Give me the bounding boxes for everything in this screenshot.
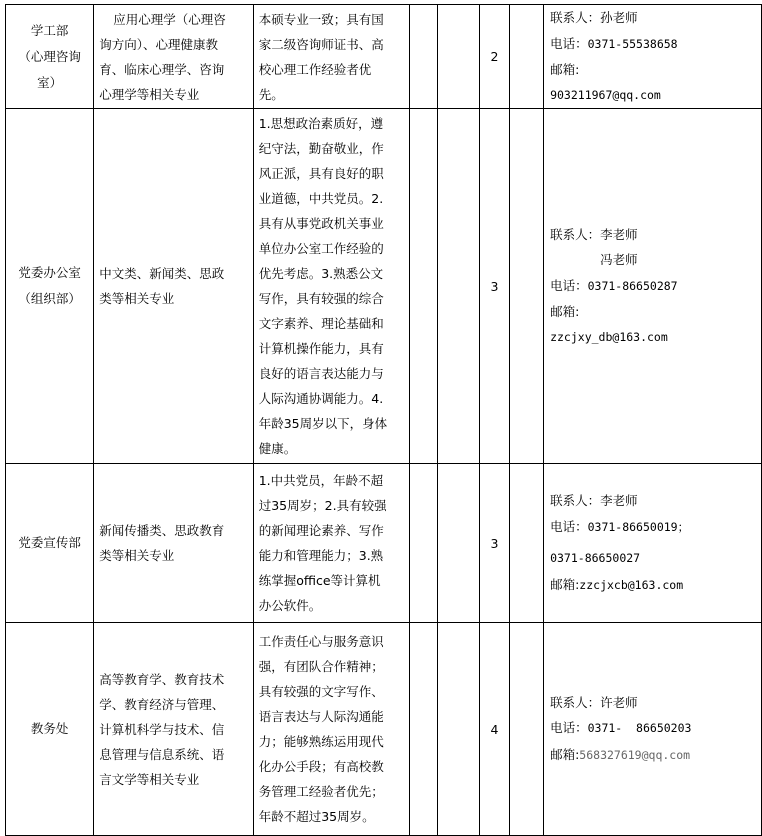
empty-cell [437, 623, 479, 836]
department-line: 室） [37, 74, 63, 90]
contact-person-label: 联系人： [550, 226, 601, 242]
requirements-cell [253, 464, 409, 623]
requirements-line: 先。 [258, 86, 284, 102]
headcount: 3 [490, 278, 499, 294]
requirements-line: 办公软件。 [258, 598, 322, 613]
requirements-line: 风正派，具有良好的职 [258, 166, 384, 181]
requirements-line: 良好的语言表达能力与 [258, 366, 384, 381]
contact-cell [544, 464, 762, 623]
empty-cell [409, 5, 437, 109]
headcount-cell [480, 464, 510, 623]
headcount-cell [480, 109, 510, 464]
requirements-line: 过35周岁；2.具有较强 [258, 498, 387, 513]
contact-person-label: 联系人： [550, 694, 601, 710]
email-label: 邮箱: [550, 576, 580, 592]
table-row [6, 464, 762, 623]
requirements-line: 务管理工经验者优先； [258, 784, 384, 799]
empty-cell [509, 464, 543, 623]
email-address[interactable]: zzcjxy_db@163.com [550, 329, 668, 344]
contact-person: 李老师 [600, 226, 638, 242]
requirements-line: 强，有团队合作精神； [258, 659, 384, 674]
requirements-line: 单位办公室工作经验的 [258, 241, 384, 256]
empty-cell [409, 109, 437, 464]
requirements-line: 人际沟通协调能力。4. [258, 391, 384, 406]
contact-person: 冯老师 [600, 252, 638, 268]
major-cell [94, 5, 254, 109]
empty-cell [437, 109, 479, 464]
requirements-line: 语言表达与人际沟通能 [258, 709, 384, 724]
requirements-line: 业道德，中共党员。2. [258, 191, 384, 206]
department-line: 教务处 [30, 721, 69, 736]
requirements-line: 年龄35周岁以下，身体 [258, 416, 388, 431]
email-address[interactable]: zzcjxcb@163.com [579, 577, 684, 592]
requirements-line: 的新闻理论素养、写作 [258, 523, 384, 538]
phone-number: 0371-86650027 [550, 551, 641, 565]
requirements-line: 1.中共党员，年龄不超 [258, 473, 384, 488]
major-line: 息管理与信息系统、语 [99, 746, 225, 762]
table-row [6, 623, 762, 836]
empty-cell [409, 464, 437, 623]
department-cell [6, 623, 94, 836]
requirements-cell [253, 5, 409, 109]
major-cell [94, 464, 254, 623]
department-cell [6, 5, 94, 109]
requirements-line: 校心理工作经验者优 [258, 61, 372, 77]
requirements-line: 1.思想政治素质好，遵 [258, 116, 384, 131]
table-row [6, 109, 762, 464]
major-line: 计算机科学与技术、信 [99, 721, 225, 737]
contact-person: 李老师 [600, 493, 638, 508]
major-line: 学、教育经济与管理、 [99, 696, 225, 712]
phone-number: 0371- 86650203 [587, 721, 692, 736]
requirements-line: 计算机操作能力，具有 [258, 341, 384, 356]
major-line: 高等教育学、教育技术 [99, 671, 225, 687]
requirements-line: 本硕专业一致；具有国 [258, 11, 384, 27]
contact-person: 许老师 [600, 694, 638, 710]
headcount: 3 [490, 535, 499, 551]
department-line: （组织部） [18, 291, 81, 306]
phone-label: 电话： [550, 518, 588, 534]
headcount: 4 [490, 721, 499, 737]
empty-cell [509, 109, 543, 464]
department-cell [6, 109, 94, 464]
requirements-line: 具有较强的文字写作、 [258, 684, 384, 699]
phone-label: 电话： [550, 35, 588, 51]
department-line: 党委办公室 [18, 265, 81, 280]
contact-person: 孙老师 [600, 10, 638, 25]
headcount-cell [480, 5, 510, 109]
requirements-line: 工作责任心与服务意识 [258, 634, 384, 649]
requirements-line: 写作，具有较强的综合 [258, 291, 384, 306]
phone-label: 电话： [550, 720, 588, 736]
contact-person-label: 联系人： [550, 10, 601, 25]
phone-number: 0371-55538658 [587, 36, 678, 51]
contact-cell [544, 5, 762, 109]
headcount-cell [480, 623, 510, 836]
recruitment-table [5, 4, 762, 836]
major-line: 中文类、新闻类、思政 [99, 266, 225, 281]
major-cell [94, 109, 254, 464]
requirements-line: 年龄不超过35周岁。 [258, 809, 375, 824]
contact-person-label: 联系人： [550, 493, 601, 508]
empty-cell [509, 5, 543, 109]
email-address[interactable]: 903211967@qq.com [550, 87, 661, 102]
email-address[interactable]: 568327619@qq.com [579, 747, 691, 762]
empty-cell [437, 5, 479, 109]
major-line: 类等相关专业 [99, 548, 175, 563]
requirements-line: 练掌握office等计算机 [258, 573, 381, 588]
major-line: 询方向）、心理健康教 [99, 36, 218, 52]
headcount: 2 [490, 49, 499, 64]
requirements-line: 优先考虑。3.熟悉公文 [258, 266, 384, 281]
contact-cell [544, 109, 762, 464]
requirements-line: 化办公手段；有高校教 [258, 759, 384, 774]
phone-number: 0371-86650287 [587, 278, 678, 293]
requirements-line: 健康。 [258, 441, 297, 456]
requirements-line: 纪守法，勤奋敬业，作 [258, 141, 384, 156]
department-line: 党委宣传部 [18, 535, 81, 550]
empty-cell [409, 623, 437, 836]
major-line: 言文学等相关专业 [99, 771, 200, 787]
table-row [6, 5, 762, 109]
major-cell [94, 623, 254, 836]
phone-number: 0371-86650019； [587, 519, 690, 534]
empty-cell [437, 464, 479, 623]
email-label: 邮箱: [550, 62, 580, 77]
major-line: 新闻传播类、思政教育 [99, 523, 225, 538]
requirements-line: 家二级咨询师证书、高 [258, 36, 384, 52]
department-cell [6, 464, 94, 623]
department-line: 学工部 [30, 22, 69, 38]
requirements-cell [253, 109, 409, 464]
email-label: 邮箱: [550, 304, 580, 320]
major-line: 类等相关专业 [99, 291, 175, 306]
phone-label: 电话： [550, 277, 588, 293]
empty-cell [509, 623, 543, 836]
requirements-line: 文字素养、理论基础和 [258, 316, 384, 331]
contact-cell [544, 623, 762, 836]
requirements-line: 能力和管理能力；3.熟 [258, 548, 384, 563]
major-line: 育、临床心理学、咨询 [99, 61, 225, 77]
major-line: 应用心理学（心理咨 [113, 11, 226, 27]
major-line: 心理学等相关专业 [99, 86, 200, 102]
requirements-cell [253, 623, 409, 836]
email-label: 邮箱: [550, 746, 580, 762]
requirements-line: 具有从事党政机关事业 [258, 216, 384, 231]
requirements-line: 力；能够熟练运用现代 [258, 734, 384, 749]
department-line: （心理咨询 [18, 48, 81, 64]
